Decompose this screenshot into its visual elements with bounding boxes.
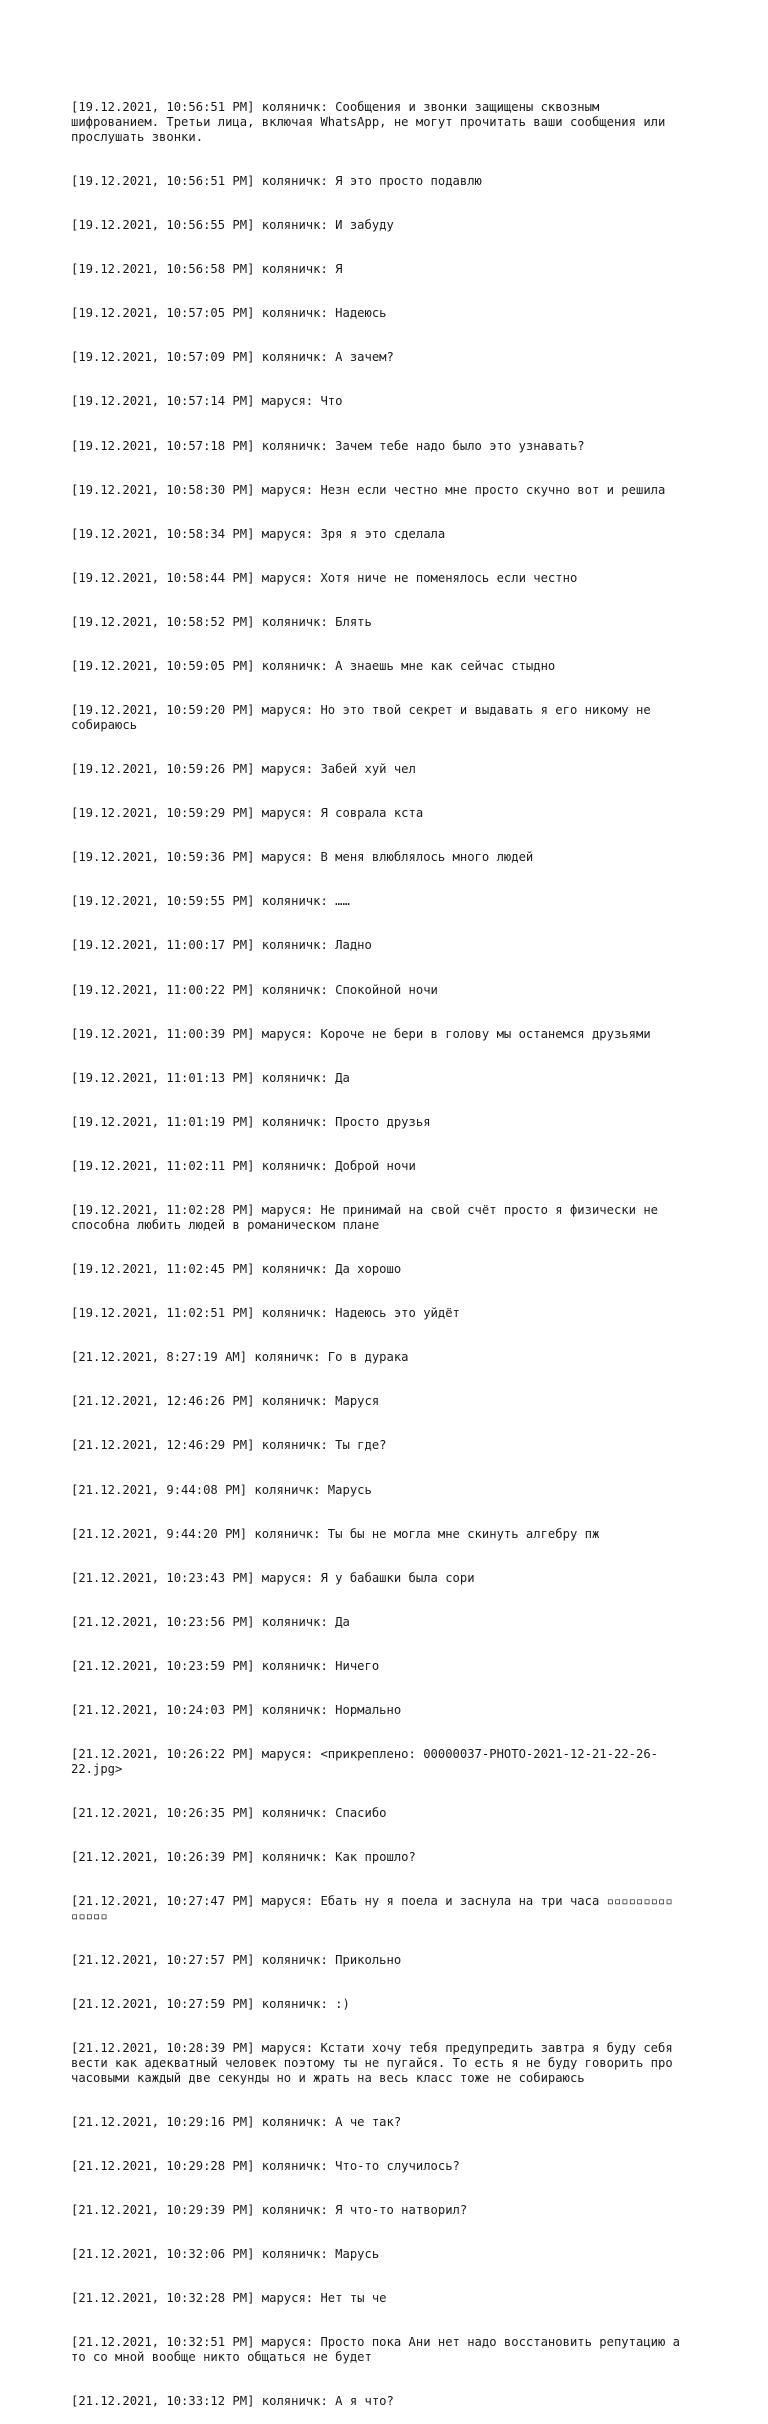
message-line: [21.12.2021, 10:23:43 PM] маруся: Я у бабашки была сори <box>71 1570 475 1585</box>
message-line: [21.12.2021, 10:33:12 PM] коляничк: А я что? <box>71 2394 394 2409</box>
message-line: [21.12.2021, 10:32:51 PM] маруся: Просто пока Ани нет надо восстановить репутацию а то со мной вообще никто общаться не будет <box>71 2335 681 2364</box>
message-line: [19.12.2021, 10:58:44 PM] маруся: Хотя ниче не поменялось если честно <box>71 570 578 585</box>
message-line: [19.12.2021, 11:01:19 PM] коляничк: Просто друзья <box>71 1114 431 1129</box>
message-line: [21.12.2021, 10:27:47 PM] маруся: Ебать ну я поела и заснула на три часа ▫▫▫▫▫▫▫▫▫ ▫▫▫▫▫ <box>71 1894 673 1923</box>
message-line: [19.12.2021, 11:00:39 PM] маруся: Короче не бери в голову мы останемся друзьями <box>71 1026 651 1041</box>
message-line: [19.12.2021, 10:59:36 PM] маруся: В меня влюблялось много людей <box>71 850 534 865</box>
message-line: [21.12.2021, 10:27:57 PM] коляничк: Прикольно <box>71 1953 402 1967</box>
message-line: [21.12.2021, 10:23:56 PM] коляничк: Да <box>71 1614 350 1629</box>
message-line: [21.12.2021, 12:46:26 PM] коляничк: Маруся <box>71 1394 380 1409</box>
message-line: [19.12.2021, 11:00:22 PM] коляничк: Спокойной ночи <box>71 982 438 997</box>
message-line: [19.12.2021, 10:57:18 PM] коляничк: Зачем тебе надо было это узнавать? <box>71 438 585 453</box>
message-line: [21.12.2021, 10:26:22 PM] маруся: <прикреплено: 00000037-PHOTO-2021-12-21-22-26- 22.jpg> <box>71 1747 658 1776</box>
message-line: [19.12.2021, 10:59:05 PM] коляничк: А знаешь мне как сейчас стыдно <box>71 659 556 674</box>
message-line: [21.12.2021, 10:28:39 PM] маруся: Кстати хочу тебя предупредить завтра я буду себя вести как адекватный человек поэтому ты не пугайся. То есть я не буду говорить про часовыми каждый две секунды но и жрать на весь класс тоже не собираюсь <box>71 2041 673 2085</box>
message-line: [19.12.2021, 10:57:14 PM] маруся: Что <box>71 394 343 409</box>
message-line: [21.12.2021, 10:26:35 PM] коляничк: Спасибо <box>71 1805 387 1820</box>
message-line: [19.12.2021, 10:59:29 PM] маруся: Я соврала кста <box>71 806 424 821</box>
message-line: [21.12.2021, 10:32:28 PM] маруся: Нет ты че <box>71 2291 387 2306</box>
message-line: [21.12.2021, 10:29:39 PM] коляничк: Я что-то натворил? <box>71 2202 468 2217</box>
message-line: [19.12.2021, 10:58:34 PM] маруся: Зря я это сделала <box>71 526 446 541</box>
message-line: [19.12.2021, 10:58:52 PM] коляничк: Блять <box>71 615 372 630</box>
message-line: [19.12.2021, 11:02:51 PM] коляничк: Надеюсь это уйдёт <box>71 1306 460 1321</box>
message-line: [21.12.2021, 10:26:39 PM] коляничк: Как прошло? <box>71 1850 416 1865</box>
message-line: [21.12.2021, 10:29:28 PM] коляничк: Что-то случилось? <box>71 2158 460 2173</box>
message-line: [21.12.2021, 10:27:59 PM] коляничк: :) <box>71 1997 350 2012</box>
message-line: [19.12.2021, 10:59:26 PM] маруся: Забей хуй чел <box>71 762 416 777</box>
message-line: [21.12.2021, 9:44:08 PM] коляничк: Марусь <box>71 1482 372 1497</box>
message-line: [19.12.2021, 11:02:45 PM] коляничк: Да хорошо <box>71 1261 402 1276</box>
message-line: [19.12.2021, 11:02:11 PM] коляничк: Доброй ночи <box>71 1159 416 1174</box>
message-line: [21.12.2021, 12:46:29 PM] коляничк: Ты где? <box>71 1438 387 1453</box>
message-line: [19.12.2021, 10:57:09 PM] коляничк: А зачем? <box>71 350 394 365</box>
message-line: [21.12.2021, 10:23:59 PM] коляничк: Ничего <box>71 1658 380 1673</box>
message-line: [19.12.2021, 11:01:13 PM] коляничк: Да <box>71 1070 350 1085</box>
message-line: [19.12.2021, 10:57:05 PM] коляничк: Надеюсь <box>71 306 387 321</box>
message-line: [19.12.2021, 10:56:51 PM] коляничк: Сообщения и звонки защищены сквозным шифрованием. Третьи лица, включая WhatsApp, не могут прочитать ваши сообщения или прослушать звонки. <box>71 100 666 144</box>
message-line: [19.12.2021, 10:59:55 PM] коляничк: …… <box>71 894 350 909</box>
message-line: [19.12.2021, 11:02:28 PM] маруся: Не принимай на свой счёт просто я физически не способна любить людей в романическом плане <box>71 1203 658 1232</box>
message-line: [19.12.2021, 10:56:58 PM] коляничк: Я <box>71 262 343 277</box>
message-line: [19.12.2021, 10:56:51 PM] коляничк: Я это просто подавлю <box>71 173 482 188</box>
message-line: [21.12.2021, 9:44:20 PM] коляничк: Ты бы не могла мне скинуть алгебру пж <box>71 1526 600 1541</box>
chat-transcript <box>71 71 711 2424</box>
message-line: [21.12.2021, 10:32:06 PM] коляничк: Марусь <box>71 2247 380 2262</box>
message-line: [21.12.2021, 10:29:16 PM] коляничк: А че так? <box>71 2114 402 2129</box>
message-line: [19.12.2021, 10:58:30 PM] маруся: Незн если честно мне просто скучно вот и решила <box>71 482 666 497</box>
message-line: [19.12.2021, 11:00:17 PM] коляничк: Ладно <box>71 938 372 953</box>
message-line: [19.12.2021, 10:56:55 PM] коляничк: И забуду <box>71 218 394 233</box>
message-line: [19.12.2021, 10:59:20 PM] маруся: Но это твой секрет и выдавать я его никому не собираюсь <box>71 703 651 732</box>
message-line: [21.12.2021, 10:24:03 PM] коляничк: Нормально <box>71 1703 402 1718</box>
message-line: [21.12.2021, 8:27:19 AM] коляничк: Го в дурака <box>71 1350 409 1365</box>
